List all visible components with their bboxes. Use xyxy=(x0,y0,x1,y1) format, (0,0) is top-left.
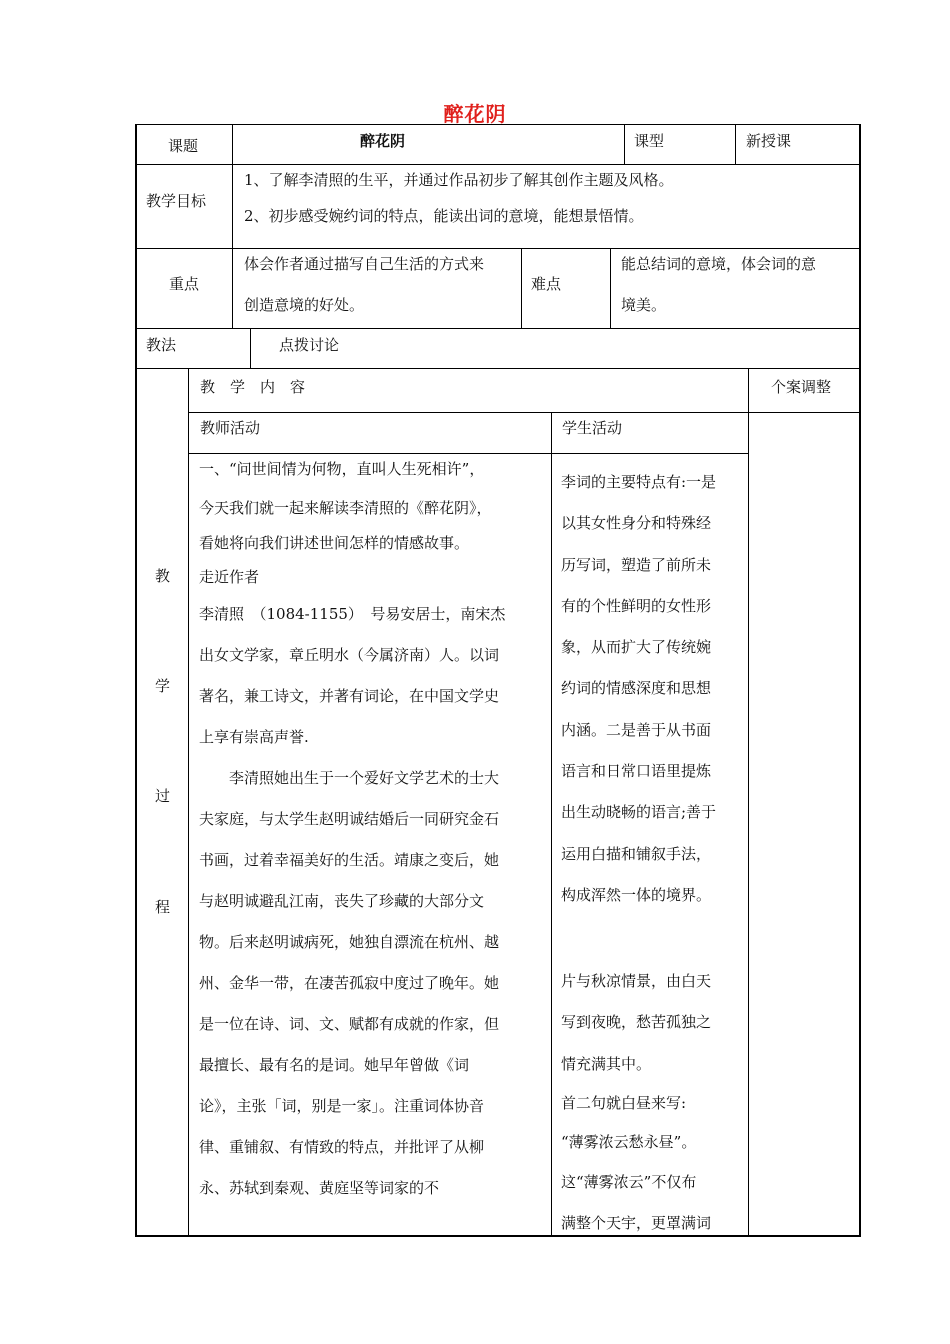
text-line: 首二句就白昼来写: xyxy=(561,1093,687,1112)
text-line: 情充满其中。 xyxy=(561,1054,652,1073)
text-line: 是一位在诗、词、文、赋都有成就的作家，但 xyxy=(199,1015,500,1033)
row-divider xyxy=(135,328,860,329)
text-line: 论》，主张「词，别是一家」。注重词体协音 xyxy=(199,1097,485,1115)
text-line: 写到夜晚，愁苦孤独之 xyxy=(561,1013,712,1032)
difficulty-label: 难点 xyxy=(531,275,562,293)
teacher-activity-text xyxy=(199,449,549,1209)
col-divider xyxy=(748,368,749,1236)
text-line: 永、苏轼到秦观、黄庭坚等词家的不 xyxy=(199,1179,440,1197)
text-line: 著名，兼工诗文，并著有词论，在中国文学史 xyxy=(199,687,500,705)
text-line: 州、金华一带，在凄苦孤寂中度过了晚年。她 xyxy=(199,974,500,992)
text-line: 与赵明诚避乱江南，丧失了珍藏的大部分文 xyxy=(199,892,485,910)
process-side-char: 学 xyxy=(155,677,171,695)
row-divider xyxy=(188,412,860,413)
text-line: 最擅长、最有名的是词。她早年曾做《词 xyxy=(199,1056,470,1074)
col-divider xyxy=(735,124,736,164)
text-line: 语言和日常口语里提炼 xyxy=(561,762,712,781)
text-line: 象，从而扩大了传统婉 xyxy=(561,638,712,657)
text-line: “薄雾浓云愁永昼”。 xyxy=(561,1132,697,1151)
difficulty-line-2: 境美。 xyxy=(621,296,667,314)
goals-label: 教学目标 xyxy=(146,192,207,210)
text-line: 上享有崇高声誉. xyxy=(199,728,309,746)
student-activity-header: 学生活动 xyxy=(562,419,623,437)
col-divider xyxy=(188,368,189,1236)
col-divider xyxy=(521,248,522,328)
subject-value: 醉花阴 xyxy=(360,132,406,150)
adjust-header: 个案调整 xyxy=(771,378,832,396)
row-divider xyxy=(135,368,860,369)
type-value: 新授课 xyxy=(746,132,792,150)
process-side-char: 教 xyxy=(155,567,171,585)
type-label: 课型 xyxy=(634,132,665,150)
text-line: 李清照她出生于一个爱好文学艺术的士大 xyxy=(199,769,500,787)
text-line: 有的个性鲜明的女性形 xyxy=(561,596,712,615)
row-divider xyxy=(135,248,860,249)
text-line: 李词的主要特点有:一是 xyxy=(561,473,717,491)
col-divider xyxy=(232,124,233,164)
col-divider xyxy=(551,412,552,1236)
text-line: 内涵。二是善于从书面 xyxy=(561,720,712,739)
text-line: 一、“问世间情为何物，直叫人生死相许”， xyxy=(199,460,485,478)
text-line: 律、重铺叙、有情致的特点，并批评了从柳 xyxy=(199,1138,485,1156)
row-divider xyxy=(135,164,860,165)
col-divider xyxy=(232,248,233,328)
col-divider xyxy=(610,248,611,328)
text-line: 以其女性身分和特殊经 xyxy=(561,514,712,533)
document-title: 醉花阴 xyxy=(443,102,507,126)
text-line: 历写词，塑造了前所未 xyxy=(561,555,712,574)
student-activity-text-continued xyxy=(561,961,746,1244)
goal-item-2: 2、初步感受婉约词的特点，能读出词的意境，能想景悟情。 xyxy=(244,207,644,225)
col-divider xyxy=(250,328,251,368)
text-line: 约词的情感深度和思想 xyxy=(561,679,712,698)
text-line: 出生动晓畅的语言;善于 xyxy=(561,803,717,822)
focus-label: 重点 xyxy=(169,275,200,293)
text-line: 走近作者 xyxy=(199,568,260,586)
text-line: 书画，过着幸福美好的生活。靖康之变后，她 xyxy=(199,851,500,869)
subject-label: 课题 xyxy=(168,137,199,155)
focus-line-2: 创造意境的好处。 xyxy=(244,296,365,314)
text-line: 这“薄雾浓云”不仅布 xyxy=(561,1172,697,1191)
text-line: 构成浑然一体的境界。 xyxy=(561,885,712,904)
text-line: 李清照 （1084-1155） 号易安居士，南宋杰 xyxy=(199,605,506,623)
content-header: 教 学 内 容 xyxy=(200,378,306,396)
col-divider xyxy=(232,164,233,248)
text-line: 片与秋凉情景，由白天 xyxy=(561,972,712,990)
text-line: 物。后来赵明诚病死，她独自漂流在杭州、越 xyxy=(199,933,500,951)
col-divider xyxy=(624,124,625,164)
process-side-char: 过 xyxy=(155,787,171,805)
text-line: 运用白描和铺叙手法， xyxy=(561,844,712,863)
goal-item-1: 1、了解李清照的生平，并通过作品初步了解其创作主题及风格。 xyxy=(244,171,674,189)
text-line: 看她将向我们讲述世间怎样的情感故事。 xyxy=(199,534,470,552)
focus-line-1: 体会作者通过描写自己生活的方式来 xyxy=(244,255,485,273)
text-line: 夫家庭，与太学生赵明诚结婚后一同研究金石 xyxy=(199,810,500,828)
text-line: 满整个天宇，更罩满词 xyxy=(561,1214,712,1233)
text-line: 出女文学家，章丘明水（今属济南）人。以词 xyxy=(199,646,500,664)
process-side-char: 程 xyxy=(155,898,171,916)
teacher-activity-header: 教师活动 xyxy=(200,419,261,437)
method-label: 教法 xyxy=(146,336,177,354)
difficulty-line-1: 能总结词的意境，体会词的意 xyxy=(621,255,817,273)
method-value: 点拨讨论 xyxy=(279,336,340,354)
student-activity-text xyxy=(561,462,746,916)
text-line: 今天我们就一起来解读李清照的《醉花阴》， xyxy=(199,499,492,517)
